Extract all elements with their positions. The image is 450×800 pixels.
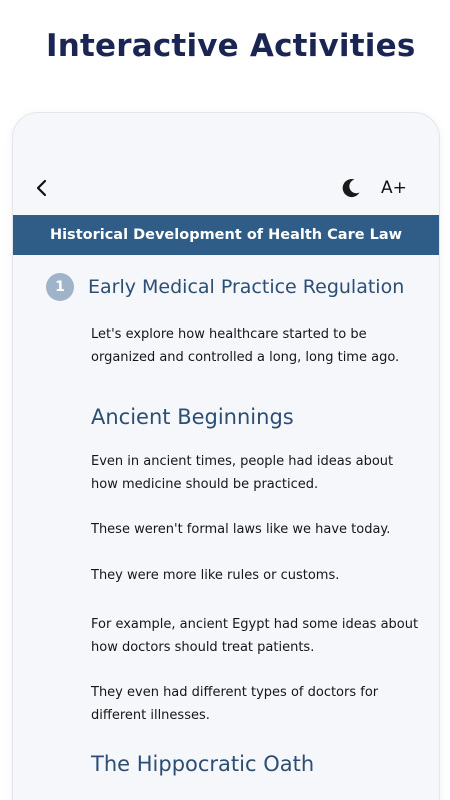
theme-toggle-button[interactable] (339, 175, 363, 201)
section-number-badge: 1 (46, 273, 74, 301)
section-header (46, 272, 404, 302)
lesson-banner: Historical Development of Health Care Law (13, 215, 439, 255)
paragraph-ancient-4: For example, ancient Egypt had some ideas about how doctors should treat patients. (91, 617, 419, 655)
moon-icon (339, 175, 363, 201)
heading-hippocratic-oath: The Hippocratic Oath (91, 752, 315, 776)
section-intro: Let's explore how healthcare started to be organized and controlled a long, long time ago. (91, 327, 400, 365)
paragraph-ancient-3: They were more like rules or customs. (91, 568, 340, 583)
font-size-button[interactable]: A+ (381, 178, 407, 198)
paragraph-ancient-1: Even in ancient times, people had ideas about how medicine should be practiced. (91, 454, 394, 492)
promo-title: Interactive Activities (46, 28, 416, 64)
back-button[interactable] (31, 175, 53, 201)
section-title: Early Medical Practice Regulation (88, 276, 405, 298)
paragraph-ancient-2: These weren't formal laws like we have today. (91, 522, 391, 537)
paragraph-ancient-5: They even had different types of doctors for different illnesses. (91, 685, 379, 723)
top-toolbar (13, 171, 439, 205)
heading-ancient-beginnings: Ancient Beginnings (91, 405, 294, 429)
chevron-left-icon (31, 175, 53, 201)
